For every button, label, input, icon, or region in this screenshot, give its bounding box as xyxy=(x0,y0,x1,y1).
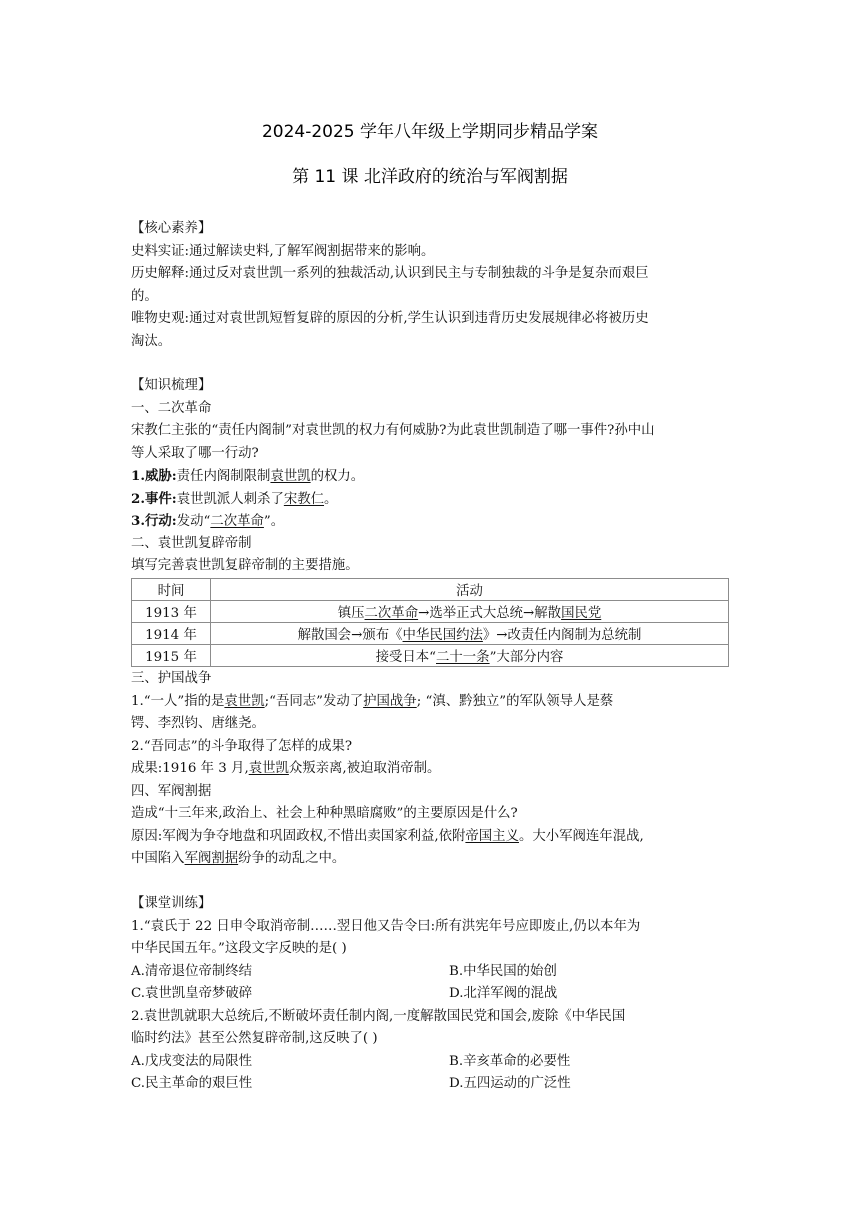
line-text: ; “滇、黔独立”的军队领导人是蔡 xyxy=(416,693,614,709)
line-blank: 军阀割据 xyxy=(184,851,239,866)
line-text: ;“吾同志”发动了 xyxy=(264,693,364,709)
question-2-line-1: 2.袁世凯就职大总统后,不断破坏责任制内阁,一度解散国民党和国会,废除《中华民国 xyxy=(131,1008,626,1024)
line-blank: 袁世凯 xyxy=(248,761,289,776)
section-3-line-1 xyxy=(131,691,731,714)
section-2-question: 填写完善袁世凯复辟帝制的主要措施。 xyxy=(131,558,359,573)
table-cell-activity xyxy=(211,645,729,667)
question-1-line-2: 中华民国五年。”这段文字反映的是( ) xyxy=(131,941,347,956)
table-row xyxy=(132,645,729,667)
q1-option-c[interactable]: C.袁世凯皇帝梦破碎 xyxy=(131,986,253,1001)
knowledge-section xyxy=(131,375,731,578)
section-4-line-2 xyxy=(131,848,731,871)
table-header-activity: 活动 xyxy=(211,579,729,601)
core-heading: 【核心素养】 xyxy=(131,221,212,236)
practice-section xyxy=(131,893,731,961)
table-cell-activity xyxy=(211,601,729,623)
section-3-title: 三、护国战争 xyxy=(131,671,212,686)
section-4-question: 造成“十三年来,政治上、社会上种种黑暗腐败”的主要原因是什么? xyxy=(131,806,518,821)
question-2-options xyxy=(131,1051,731,1096)
lesson-title: 第 11 课 北洋政府的统治与军阀割据 xyxy=(292,167,568,187)
cell-blank: 二十一条 xyxy=(436,650,490,665)
question-2 xyxy=(131,1006,731,1051)
table-row xyxy=(132,623,729,645)
section-1-title: 一、二次革命 xyxy=(131,400,212,416)
line-blank: 袁世凯 xyxy=(224,693,265,709)
section-2-title: 二、袁世凯复辟帝制 xyxy=(131,535,252,551)
line-text: 1.“一人”指的是 xyxy=(131,693,225,709)
answer-action-label: 3.行动: xyxy=(131,513,177,529)
cell-text: →选举正式大总统→解散 xyxy=(418,606,562,621)
option-row xyxy=(131,961,731,984)
section-3-line-4 xyxy=(131,758,731,781)
line-text: 纷争的动乱之中。 xyxy=(238,851,346,866)
answer-action xyxy=(131,510,731,533)
table-cell-time: 1914 年 xyxy=(132,623,211,645)
line-text: 成果:1916 年 3 月, xyxy=(131,761,249,776)
cell-text: 接受日本“ xyxy=(375,650,437,665)
table-cell-time: 1915 年 xyxy=(132,645,211,667)
restoration-table xyxy=(131,578,729,667)
table-cell-time: 1913 年 xyxy=(132,601,211,623)
table-cell-activity xyxy=(211,623,729,645)
core-line-3: 的。 xyxy=(131,288,158,304)
table-row xyxy=(132,601,729,623)
section-3-line-3: 2.“吾同志”的斗争取得了怎样的成果? xyxy=(131,738,353,754)
cell-text: 解散国会→颁布《 xyxy=(297,628,403,643)
table-header-time: 时间 xyxy=(132,579,211,601)
line-text: 。大小军阀连年混战, xyxy=(518,828,644,844)
cell-blank: 国民党 xyxy=(561,606,602,621)
q2-option-c[interactable]: C.民主革命的艰巨性 xyxy=(131,1076,253,1091)
answer-threat-label: 1.威胁: xyxy=(131,468,177,484)
core-line-4: 唯物史观:通过对袁世凯短暂复辟的原因的分析,学生认识到违背历史发展规律必将被历史 xyxy=(131,311,649,326)
answer-action-end: ”。 xyxy=(263,514,285,529)
table-header-row xyxy=(132,579,729,601)
cell-text: ”大部分内容 xyxy=(489,650,564,665)
line-text: 众叛亲离,被迫取消帝制。 xyxy=(288,761,441,776)
core-line-1: 史料实证:通过解读史料,了解军阀割据带来的影响。 xyxy=(131,243,435,259)
section-1-question-2: 等人采取了哪一行动? xyxy=(131,445,259,461)
answer-threat xyxy=(131,465,731,488)
cell-blank: 二次革命 xyxy=(364,606,419,621)
answer-threat-end: 的权力。 xyxy=(310,469,365,484)
q2-option-a[interactable]: A.戊戌变法的局限性 xyxy=(131,1053,253,1069)
practice-heading: 【课堂训练】 xyxy=(131,896,212,911)
option-row xyxy=(131,1051,731,1074)
option-row xyxy=(131,1073,731,1096)
answer-event xyxy=(131,488,731,511)
answer-action-blank: 二次革命 xyxy=(210,514,264,529)
question-1-options xyxy=(131,961,731,1006)
line-blank: 护国战争 xyxy=(363,693,417,709)
answer-event-label: 2.事件: xyxy=(131,490,177,507)
section-4-title: 四、军阀割据 xyxy=(131,783,212,799)
option-row xyxy=(131,983,731,1006)
knowledge-heading: 【知识梳理】 xyxy=(131,378,212,393)
knowledge-section-2 xyxy=(131,668,731,871)
question-1-line-1: 1.“袁氏于 22 日申令取消帝制……翌日他又告令曰:所有洪宪年号应即废止,仍以本年为 xyxy=(131,918,641,934)
core-line-2: 历史解释:通过反对袁世凯一系列的独裁活动,认识到民主与专制独裁的斗争是复杂而艰巨 xyxy=(131,266,649,281)
answer-event-end: 。 xyxy=(324,491,338,507)
line-text: 中国陷入 xyxy=(131,851,185,866)
document-title: 2024-2025 学年八年级上学期同步精品学案 xyxy=(261,122,599,142)
line-text: 原因:军阀为争夺地盘和巩固政权,不惜出卖国家利益,依附 xyxy=(131,828,466,844)
q1-option-b[interactable]: B.中华民国的始创 xyxy=(449,963,557,979)
q1-option-a[interactable]: A.清帝退位帝制终结 xyxy=(131,963,253,979)
q2-option-b[interactable]: B.辛亥革命的必要性 xyxy=(449,1053,571,1069)
answer-event-text: 袁世凯派人刺杀了 xyxy=(176,491,284,507)
core-line-5: 淘汰。 xyxy=(131,333,172,349)
cell-text: 镇压 xyxy=(337,606,365,621)
answer-threat-blank: 袁世凯 xyxy=(270,469,311,484)
cell-blank: 中华民国约法 xyxy=(402,628,483,643)
section-3-line-2: 锷、李烈钧、唐继尧。 xyxy=(131,716,265,731)
section-4-line-1 xyxy=(131,826,731,849)
line-blank: 帝国主义 xyxy=(465,828,519,844)
q1-option-d[interactable]: D.北洋军阀的混战 xyxy=(449,986,558,1001)
answer-action-text: 发动“ xyxy=(176,514,211,529)
answer-threat-text: 责任内阁制限制 xyxy=(176,469,271,484)
core-section xyxy=(131,218,731,353)
cell-text: 》→改责任内阁制为总统制 xyxy=(482,628,642,643)
q2-option-d[interactable]: D.五四运动的广泛性 xyxy=(449,1076,571,1091)
section-1-question-1: 宋教仁主张的“责任内阁制”对袁世凯的权力有何威胁?为此袁世凯制造了哪一事件?孙中山 xyxy=(131,423,655,438)
question-2-line-2: 临时约法》甚至公然复辟帝制,这反映了( ) xyxy=(131,1031,378,1046)
answer-event-blank: 宋教仁 xyxy=(283,491,325,507)
